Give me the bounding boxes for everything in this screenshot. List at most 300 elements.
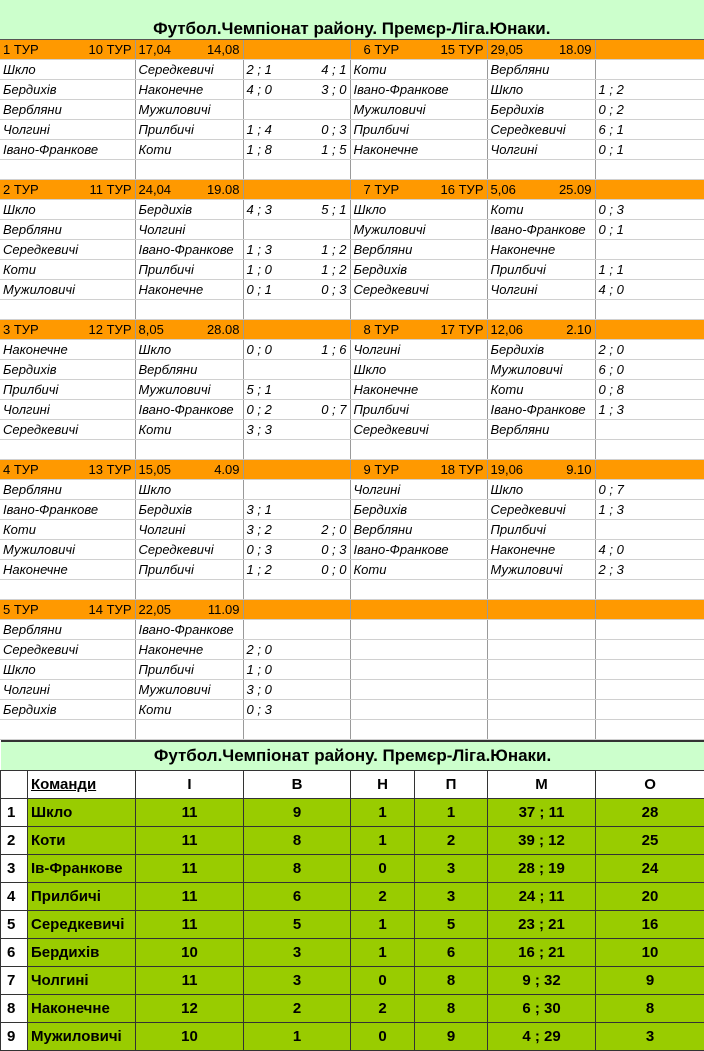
score-return: 1 ; 5 [321, 140, 346, 159]
home-team: Шкло [0, 200, 135, 220]
away-team: Наконечне [487, 240, 595, 260]
tour-date: 17,04 [139, 40, 172, 59]
draws: 1 [351, 939, 415, 967]
match-score [595, 60, 704, 80]
empty-cell [135, 580, 243, 600]
score-return: 0 ; 3 [321, 280, 346, 299]
tour-number: 2 ТУР [3, 180, 39, 199]
standings-row [1, 1023, 704, 1051]
tour-dates [487, 460, 595, 480]
match-score [243, 240, 350, 260]
score-return: 2 ; 0 [321, 520, 346, 539]
home-team: Бердихів [350, 500, 487, 520]
home-team: Прилбичі [350, 400, 487, 420]
match-row [0, 340, 704, 360]
empty-cell [595, 660, 704, 680]
match-score [243, 680, 350, 700]
losses: 3 [415, 855, 488, 883]
match-score [243, 480, 350, 500]
standings-header-row [1, 771, 704, 799]
match-score: 2 ; 0 [595, 340, 704, 360]
standings-table [0, 740, 704, 1051]
empty-cell [0, 300, 135, 320]
empty-cell [350, 640, 487, 660]
match-score: 0 ; 1 [595, 220, 704, 240]
tour-dates [487, 180, 595, 200]
empty-cell [243, 720, 350, 740]
match-score: 1 ; 2 [595, 80, 704, 100]
points: 10 [596, 939, 704, 967]
empty-cell [350, 300, 487, 320]
tour-date-return: 14,08 [207, 40, 240, 59]
tour-number-return: 17 ТУР [441, 320, 484, 339]
away-team: Вербляни [487, 60, 595, 80]
empty-cell [487, 700, 595, 720]
home-team: Середкевичі [350, 280, 487, 300]
losses: 2 [415, 827, 488, 855]
header-team: Команди [28, 771, 136, 799]
match-score: 6 ; 1 [595, 120, 704, 140]
team-name: Мужиловичі [28, 1023, 136, 1051]
empty-cell [595, 720, 704, 740]
tour-number: 3 ТУР [3, 320, 39, 339]
match-score: 1 ; 3 [595, 500, 704, 520]
position: 9 [1, 1023, 28, 1051]
empty-cell [0, 580, 135, 600]
empty-cell [350, 160, 487, 180]
tour-label [350, 460, 487, 480]
tour-number-return: 10 ТУР [89, 40, 132, 59]
match-score: 0 ; 1 [595, 140, 704, 160]
match-score [243, 220, 350, 240]
empty-cell [243, 440, 350, 460]
empty-cell [350, 440, 487, 460]
away-team: Прилбичі [135, 560, 243, 580]
score-first: 3 ; 2 [247, 520, 272, 539]
tour-date-return: 19.08 [207, 180, 240, 199]
match-score [243, 500, 350, 520]
team-name: Прилбичі [28, 883, 136, 911]
tour-dates [487, 40, 595, 60]
empty-cell [487, 160, 595, 180]
match-row [0, 140, 704, 160]
home-team: Прилбичі [0, 380, 135, 400]
goals: 23 ; 21 [488, 911, 596, 939]
home-team: Вербляни [0, 220, 135, 240]
tour-header-row [0, 460, 704, 480]
match-row [0, 120, 704, 140]
home-team: Бердихів [0, 700, 135, 720]
match-row [0, 280, 704, 300]
goals: 16 ; 21 [488, 939, 596, 967]
score-return: 5 ; 1 [321, 200, 346, 219]
header-points: О [596, 771, 704, 799]
tour-date-return: 11.09 [208, 600, 240, 619]
tour-dates [135, 600, 243, 620]
points: 20 [596, 883, 704, 911]
empty-cell [487, 620, 595, 640]
position: 7 [1, 967, 28, 995]
points: 3 [596, 1023, 704, 1051]
empty-cell [350, 700, 487, 720]
standings-row [1, 911, 704, 939]
tour-header-blank [243, 40, 350, 60]
draws: 0 [351, 855, 415, 883]
home-team: Мужиловичі [0, 280, 135, 300]
empty-cell [243, 160, 350, 180]
tour-header-blank [595, 40, 704, 60]
score-first: 1 ; 8 [247, 140, 272, 159]
empty-cell [595, 440, 704, 460]
match-row [0, 500, 704, 520]
tour-header-row [0, 320, 704, 340]
empty-cell [350, 620, 487, 640]
home-team: Вербляни [350, 240, 487, 260]
empty-cell [350, 660, 487, 680]
home-team: Чолгині [350, 480, 487, 500]
away-team: Прилбичі [135, 260, 243, 280]
match-score: 1 ; 1 [595, 260, 704, 280]
match-score: 0 ; 3 [595, 200, 704, 220]
match-score [243, 140, 350, 160]
games: 11 [136, 799, 244, 827]
score-return: 0 ; 7 [321, 400, 346, 419]
points: 8 [596, 995, 704, 1023]
tour-header-blank [243, 320, 350, 340]
header-losses: П [415, 771, 488, 799]
match-score [243, 420, 350, 440]
away-team: Чолгині [135, 520, 243, 540]
home-team: Коти [0, 520, 135, 540]
tour-date: 12,06 [491, 320, 524, 339]
games: 12 [136, 995, 244, 1023]
away-team: Середкевичі [487, 120, 595, 140]
tour-dates [135, 180, 243, 200]
losses: 8 [415, 967, 488, 995]
team-name: Чолгині [28, 967, 136, 995]
home-team: Чолгині [0, 400, 135, 420]
tour-header-row [0, 600, 704, 620]
score-return: 3 ; 0 [321, 80, 346, 99]
away-team: Середкевичі [135, 60, 243, 80]
wins: 6 [244, 883, 351, 911]
empty-cell [243, 580, 350, 600]
goals: 37 ; 11 [488, 799, 596, 827]
empty-cell [595, 580, 704, 600]
spacer-row [0, 580, 704, 600]
goals: 9 ; 32 [488, 967, 596, 995]
position: 3 [1, 855, 28, 883]
tour-date-return: 28.08 [207, 320, 240, 339]
match-score [243, 640, 350, 660]
home-team: Середкевичі [350, 420, 487, 440]
home-team: Коти [0, 260, 135, 280]
match-row [0, 400, 704, 420]
home-team: Коти [350, 560, 487, 580]
home-team: Середкевичі [0, 240, 135, 260]
spacer-row [0, 720, 704, 740]
score-return: 1 ; 2 [321, 240, 346, 259]
empty-cell [0, 160, 135, 180]
away-team: Івано-Франкове [135, 400, 243, 420]
home-team: Бердихів [0, 80, 135, 100]
position: 4 [1, 883, 28, 911]
score-first: 1 ; 0 [247, 660, 272, 679]
away-team: Середкевичі [135, 540, 243, 560]
points: 16 [596, 911, 704, 939]
tour-header-blank [243, 460, 350, 480]
tour-label [350, 320, 487, 340]
empty-cell [487, 440, 595, 460]
match-row [0, 700, 704, 720]
score-first: 0 ; 2 [247, 400, 272, 419]
standings-row [1, 995, 704, 1023]
draws: 2 [351, 883, 415, 911]
draws: 0 [351, 1023, 415, 1051]
score-first: 2 ; 1 [247, 60, 272, 79]
empty-cell [135, 440, 243, 460]
tour-label [0, 40, 135, 60]
tour-number-return: 13 ТУР [89, 460, 132, 479]
home-team: Середкевичі [0, 640, 135, 660]
match-score: 4 ; 0 [595, 540, 704, 560]
score-return: 4 ; 1 [321, 60, 346, 79]
tour-number: 7 ТУР [364, 180, 400, 199]
empty-cell [487, 680, 595, 700]
points: 28 [596, 799, 704, 827]
away-team: Чолгині [487, 140, 595, 160]
match-score [243, 80, 350, 100]
team-name: Бердихів [28, 939, 136, 967]
home-team: Вербляни [0, 480, 135, 500]
home-team: Мужиловичі [0, 540, 135, 560]
home-team: Шкло [350, 360, 487, 380]
match-row [0, 260, 704, 280]
score-first: 5 ; 1 [247, 380, 272, 399]
empty-cell [0, 440, 135, 460]
away-team: Прилбичі [135, 120, 243, 140]
tour-date-return: 9.10 [566, 460, 591, 479]
match-score [243, 200, 350, 220]
team-name: Середкевичі [28, 911, 136, 939]
goals: 28 ; 19 [488, 855, 596, 883]
home-team: Вербляни [0, 620, 135, 640]
score-first: 1 ; 3 [247, 240, 272, 259]
empty-cell [350, 680, 487, 700]
away-team: Івано-Франкове [487, 400, 595, 420]
score-first: 4 ; 0 [247, 80, 272, 99]
away-team: Івано-Франкове [487, 220, 595, 240]
tour-dates [487, 600, 595, 620]
match-score [243, 360, 350, 380]
away-team: Шкло [135, 340, 243, 360]
wins: 5 [244, 911, 351, 939]
games: 11 [136, 855, 244, 883]
empty-cell [487, 640, 595, 660]
tour-header-blank [595, 600, 704, 620]
match-score: 2 ; 3 [595, 560, 704, 580]
tour-label [0, 180, 135, 200]
match-score: 1 ; 3 [595, 400, 704, 420]
match-row [0, 220, 704, 240]
position: 2 [1, 827, 28, 855]
match-score [243, 560, 350, 580]
match-row [0, 620, 704, 640]
position: 6 [1, 939, 28, 967]
match-row [0, 560, 704, 580]
away-team: Середкевичі [487, 500, 595, 520]
games: 11 [136, 967, 244, 995]
draws: 2 [351, 995, 415, 1023]
tour-header-row [0, 40, 704, 60]
header-games: І [136, 771, 244, 799]
tour-number-return: 16 ТУР [441, 180, 484, 199]
tour-number: 6 ТУР [364, 40, 400, 59]
wins: 2 [244, 995, 351, 1023]
away-team: Наконечне [135, 640, 243, 660]
away-team: Шкло [135, 480, 243, 500]
home-team: Наконечне [0, 560, 135, 580]
score-first: 1 ; 4 [247, 120, 272, 139]
score-return: 0 ; 3 [321, 540, 346, 559]
away-team: Коти [487, 380, 595, 400]
away-team: Мужиловичі [135, 100, 243, 120]
match-row [0, 80, 704, 100]
standings-row [1, 939, 704, 967]
match-row [0, 420, 704, 440]
tour-number: 5 ТУР [3, 600, 39, 619]
standings-title: Футбол.Чемпіонат району. Премєр-Ліга.Юнаки. [1, 741, 704, 771]
tour-header-blank [595, 320, 704, 340]
match-score: 0 ; 2 [595, 100, 704, 120]
home-team: Бердихів [350, 260, 487, 280]
away-team: Вербляни [135, 360, 243, 380]
tour-header-blank [243, 180, 350, 200]
wins: 3 [244, 939, 351, 967]
home-team: Шкло [0, 660, 135, 680]
schedule-title-row [0, 0, 704, 40]
goals: 24 ; 11 [488, 883, 596, 911]
header-draws: Н [351, 771, 415, 799]
match-score [243, 120, 350, 140]
tour-number: 9 ТУР [364, 460, 400, 479]
match-row [0, 680, 704, 700]
tour-date-return: 18.09 [559, 40, 592, 59]
tour-date-return: 2.10 [566, 320, 591, 339]
tour-header-blank [595, 180, 704, 200]
empty-cell [595, 160, 704, 180]
home-team: Вербляни [0, 100, 135, 120]
away-team: Івано-Франкове [135, 620, 243, 640]
tour-label [350, 180, 487, 200]
tour-label [350, 40, 487, 60]
wins: 3 [244, 967, 351, 995]
match-score: 0 ; 7 [595, 480, 704, 500]
tour-number: 1 ТУР [3, 40, 39, 59]
standings-row [1, 855, 704, 883]
home-team: Мужиловичі [350, 220, 487, 240]
match-score [595, 240, 704, 260]
match-score [595, 420, 704, 440]
tour-date: 22,05 [139, 600, 172, 619]
empty-cell [243, 300, 350, 320]
match-row [0, 360, 704, 380]
empty-cell [487, 300, 595, 320]
score-return: 1 ; 2 [321, 260, 346, 279]
empty-cell [595, 620, 704, 640]
tour-date-return: 4.09 [214, 460, 239, 479]
points: 9 [596, 967, 704, 995]
empty-cell [487, 660, 595, 680]
tour-dates [135, 40, 243, 60]
away-team: Шкло [487, 80, 595, 100]
standings-row [1, 799, 704, 827]
empty-cell [595, 680, 704, 700]
away-team: Івано-Франкове [135, 240, 243, 260]
tour-header-blank [243, 600, 350, 620]
position: 5 [1, 911, 28, 939]
home-team: Наконечне [350, 140, 487, 160]
score-first: 0 ; 3 [247, 540, 272, 559]
games: 10 [136, 1023, 244, 1051]
standings-row [1, 827, 704, 855]
tour-label [0, 600, 135, 620]
team-name: Коти [28, 827, 136, 855]
match-row [0, 540, 704, 560]
empty-cell [135, 160, 243, 180]
tour-date: 5,06 [491, 180, 516, 199]
spacer-row [0, 300, 704, 320]
away-team: Наконечне [487, 540, 595, 560]
match-score [243, 280, 350, 300]
losses: 8 [415, 995, 488, 1023]
score-first: 3 ; 0 [247, 680, 272, 699]
match-score [243, 400, 350, 420]
tour-date: 19,06 [491, 460, 524, 479]
away-team: Коти [135, 140, 243, 160]
draws: 1 [351, 827, 415, 855]
away-team: Коти [135, 700, 243, 720]
tour-date: 8,05 [139, 320, 164, 339]
home-team: Івано-Франкове [0, 140, 135, 160]
away-team: Бердихів [135, 500, 243, 520]
tour-number: 4 ТУР [3, 460, 39, 479]
match-score: 6 ; 0 [595, 360, 704, 380]
home-team: Вербляни [350, 520, 487, 540]
goals: 39 ; 12 [488, 827, 596, 855]
score-return: 0 ; 0 [321, 560, 346, 579]
home-team: Івано-Франкове [350, 540, 487, 560]
home-team: Середкевичі [0, 420, 135, 440]
losses: 3 [415, 883, 488, 911]
match-score [243, 520, 350, 540]
tour-date: 15,05 [139, 460, 172, 479]
away-team: Чолгині [135, 220, 243, 240]
score-return: 0 ; 3 [321, 120, 346, 139]
match-score [243, 260, 350, 280]
away-team: Прилбичі [487, 260, 595, 280]
losses: 9 [415, 1023, 488, 1051]
empty-cell [135, 300, 243, 320]
match-row [0, 240, 704, 260]
score-first: 0 ; 0 [247, 340, 272, 359]
home-team: Наконечне [0, 340, 135, 360]
home-team: Наконечне [350, 380, 487, 400]
match-score [243, 540, 350, 560]
wins: 8 [244, 855, 351, 883]
match-row [0, 640, 704, 660]
tour-dates [135, 460, 243, 480]
